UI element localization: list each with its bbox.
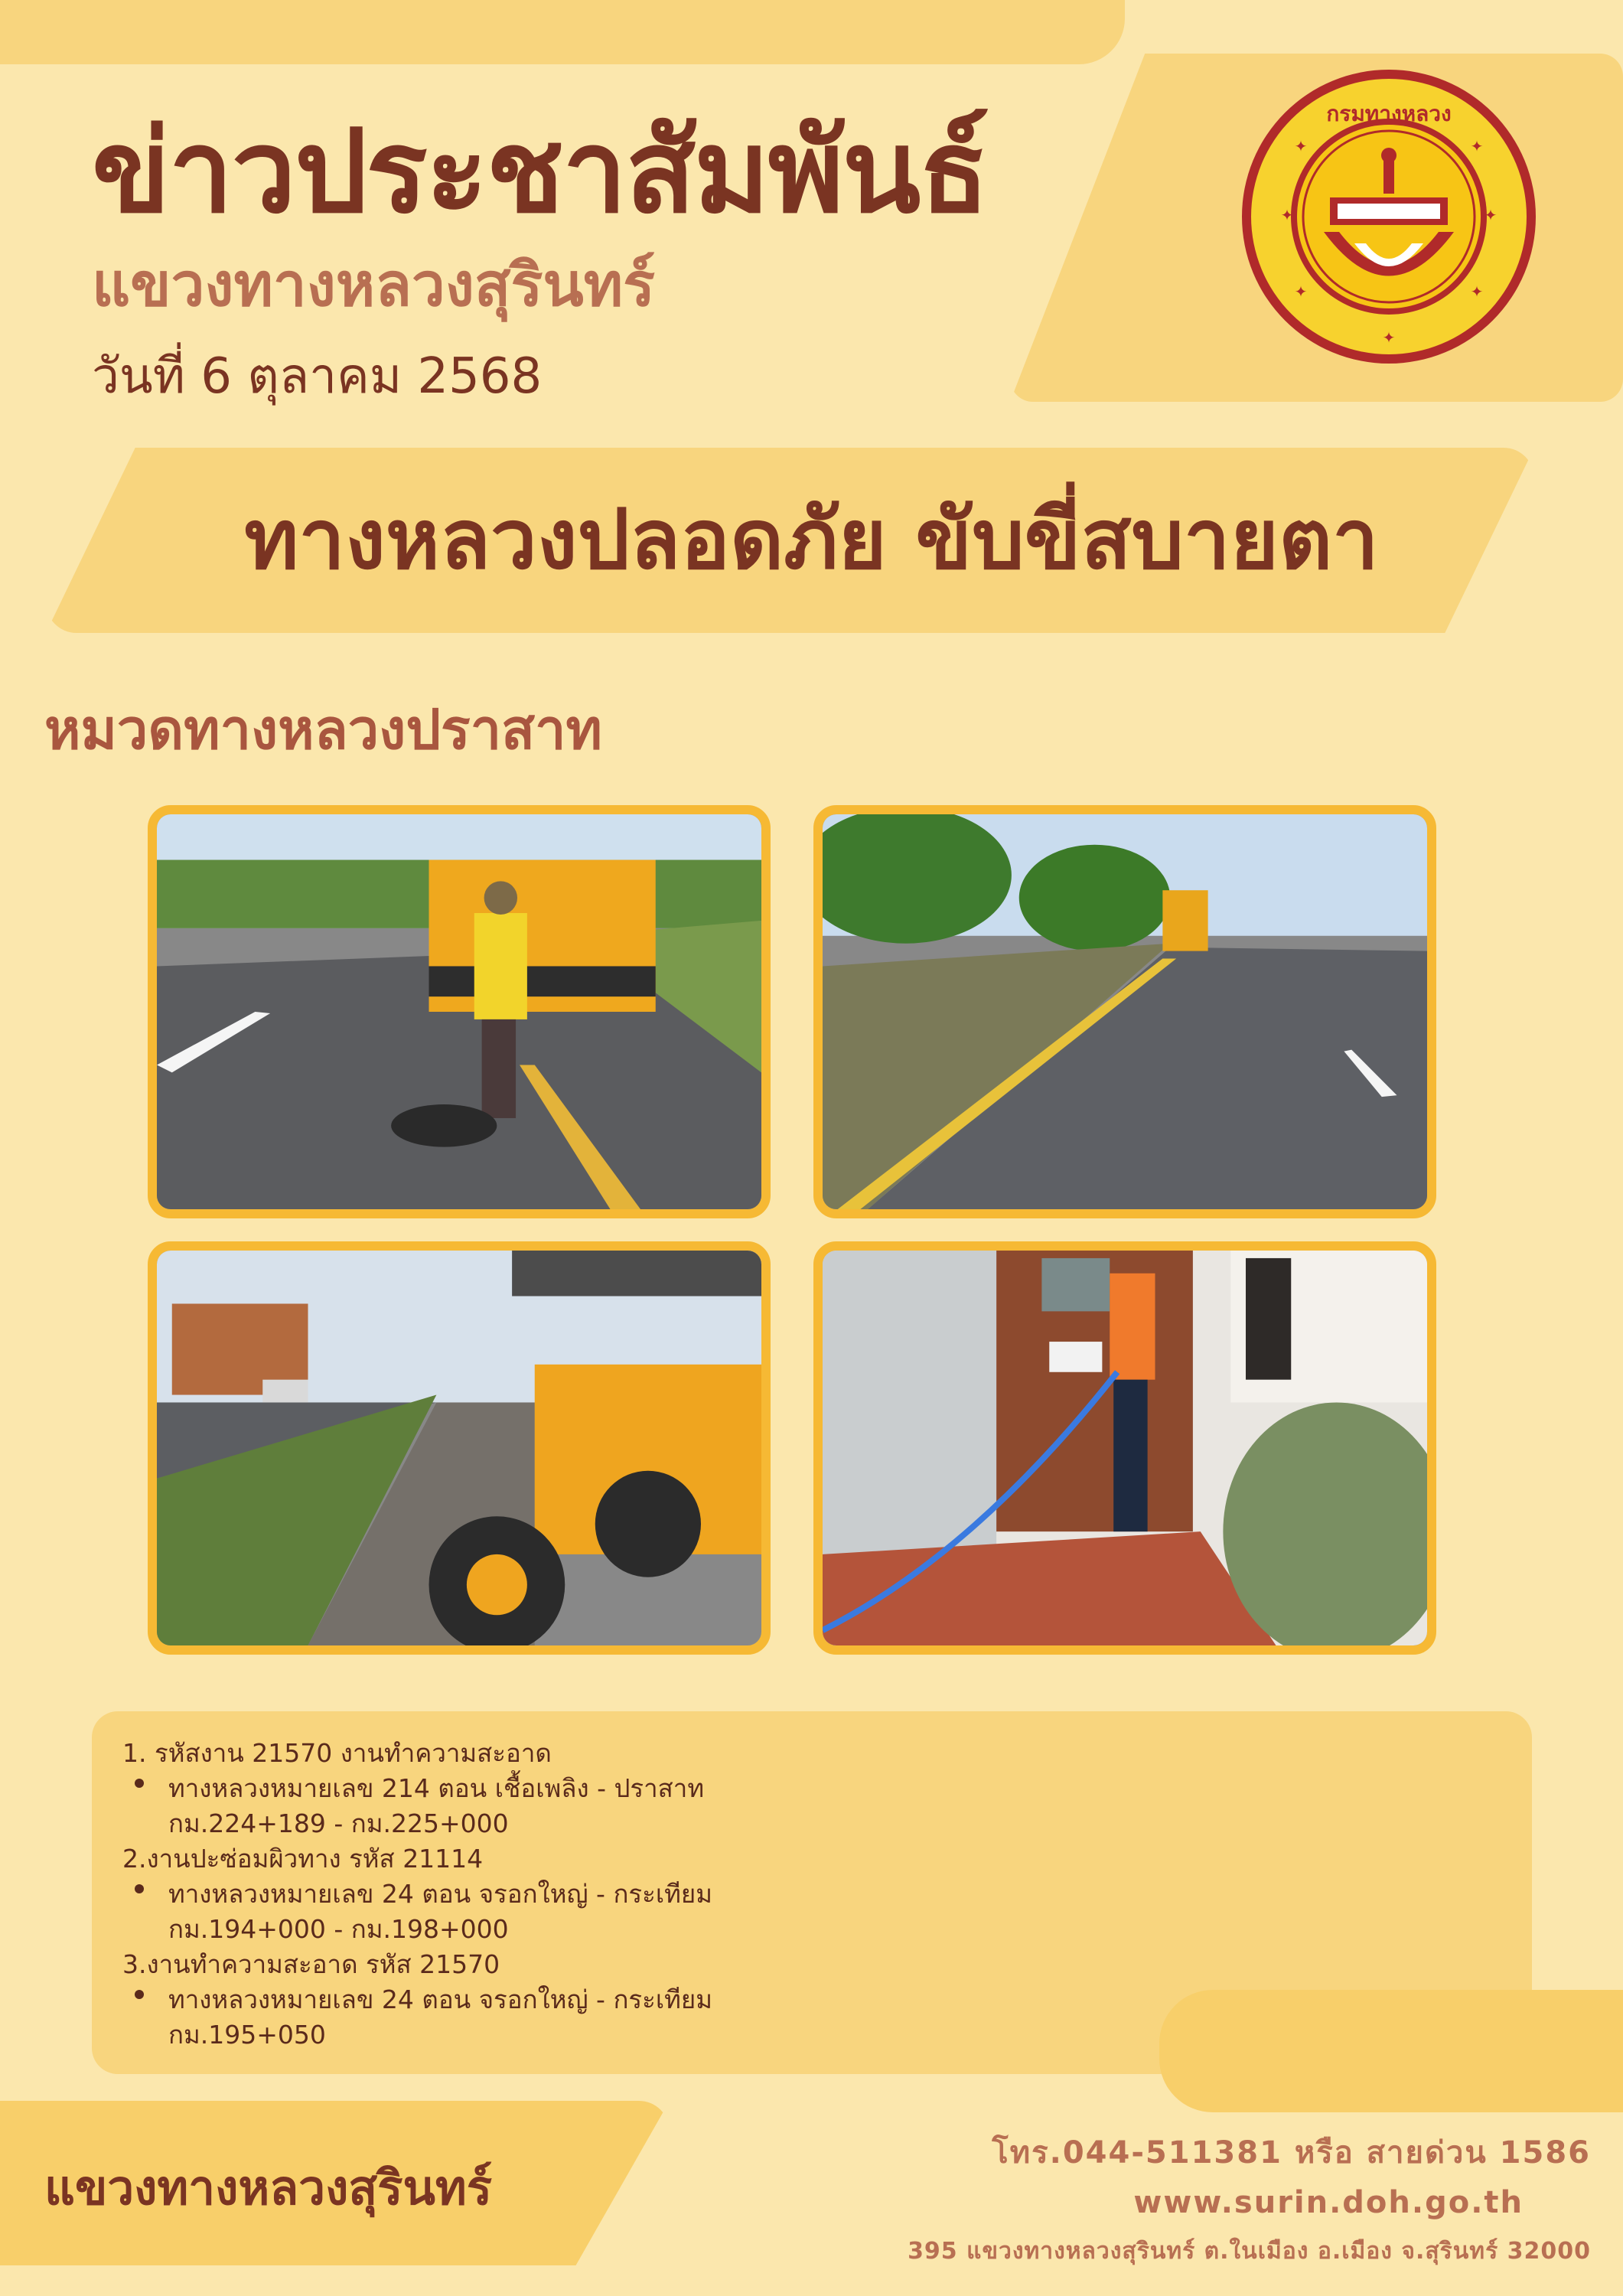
svg-text:✦: ✦: [1382, 328, 1396, 347]
svg-text:✦: ✦: [1280, 206, 1294, 224]
info-item-3-route: ทางหลวงหมายเลข 24 ตอน จรอกใหญ่ - กระเทียม: [168, 1985, 712, 2014]
website-link[interactable]: www.surin.doh.go.th: [1133, 2185, 1524, 2220]
svg-text:✦: ✦: [1294, 282, 1308, 301]
corner-decor-shape: [1159, 1990, 1623, 2112]
department-of-highways-logo-icon: [1240, 67, 1538, 366]
restroom-cleaning-photo: [813, 1241, 1436, 1655]
svg-text:✦: ✦: [1470, 137, 1484, 155]
svg-text:✦: ✦: [1294, 137, 1308, 155]
info-item-1-km: กม.224+189 - กม.225+000: [168, 1808, 509, 1838]
info-item-2-route: ทางหลวงหมายเลข 24 ตอน จรอกใหญ่ - กระเทียม: [168, 1879, 712, 1909]
svg-text:✦: ✦: [1470, 282, 1484, 301]
slogan-text: ทางหลวงปลอดภัย ขับขี่สบายตา: [244, 492, 1379, 588]
bullet-icon: [135, 1990, 144, 1999]
footer-office-name: แขวงทางหลวงสุรินทร์: [44, 2160, 493, 2216]
contact-phone: โทร.044-511381 หรือ สายด่วน 1586: [992, 2135, 1591, 2170]
logo-text: กรมทางหลวง: [1326, 101, 1452, 126]
tractor-mowing-photo: [148, 1241, 771, 1655]
info-item-2: 2.งานปะซ่อมผิวทาง รหัส 21114: [122, 1844, 484, 1874]
page-title: ข่าวประชาสัมพันธ์: [92, 106, 988, 239]
contact-address: 395 แขวงทางหลวงสุรินทร์ ต.ในเมือง อ.เมือง จ.สุรินทร์ 32000: [908, 2238, 1591, 2265]
info-item-1: 1. รหัสงาน 21570 งานทำความสะอาด: [122, 1738, 552, 1768]
bullet-icon: [135, 1884, 144, 1893]
info-item-3-km: กม.195+050: [168, 2020, 326, 2050]
top-decor-strip: [0, 0, 1125, 64]
bullet-icon: [135, 1779, 144, 1788]
info-item-1-route: ทางหลวงหมายเลข 214 ตอน เชื้อเพลิง - ปราสาท: [168, 1773, 705, 1803]
section-title: หมวดทางหลวงปราสาท: [44, 697, 602, 762]
highway-median-photo: [813, 805, 1436, 1218]
info-item-2-km: กม.194+000 - กม.198+000: [168, 1914, 509, 1944]
pothole-repair-photo: [148, 805, 771, 1218]
publish-date: วันที่ 6 ตุลาคม 2568: [92, 348, 543, 405]
page-subtitle: แขวงทางหลวงสุรินทร์: [92, 251, 656, 320]
info-item-3: 3.งานทำความสะอาด รหัส 21570: [122, 1949, 500, 1979]
svg-text:✦: ✦: [1484, 206, 1498, 224]
